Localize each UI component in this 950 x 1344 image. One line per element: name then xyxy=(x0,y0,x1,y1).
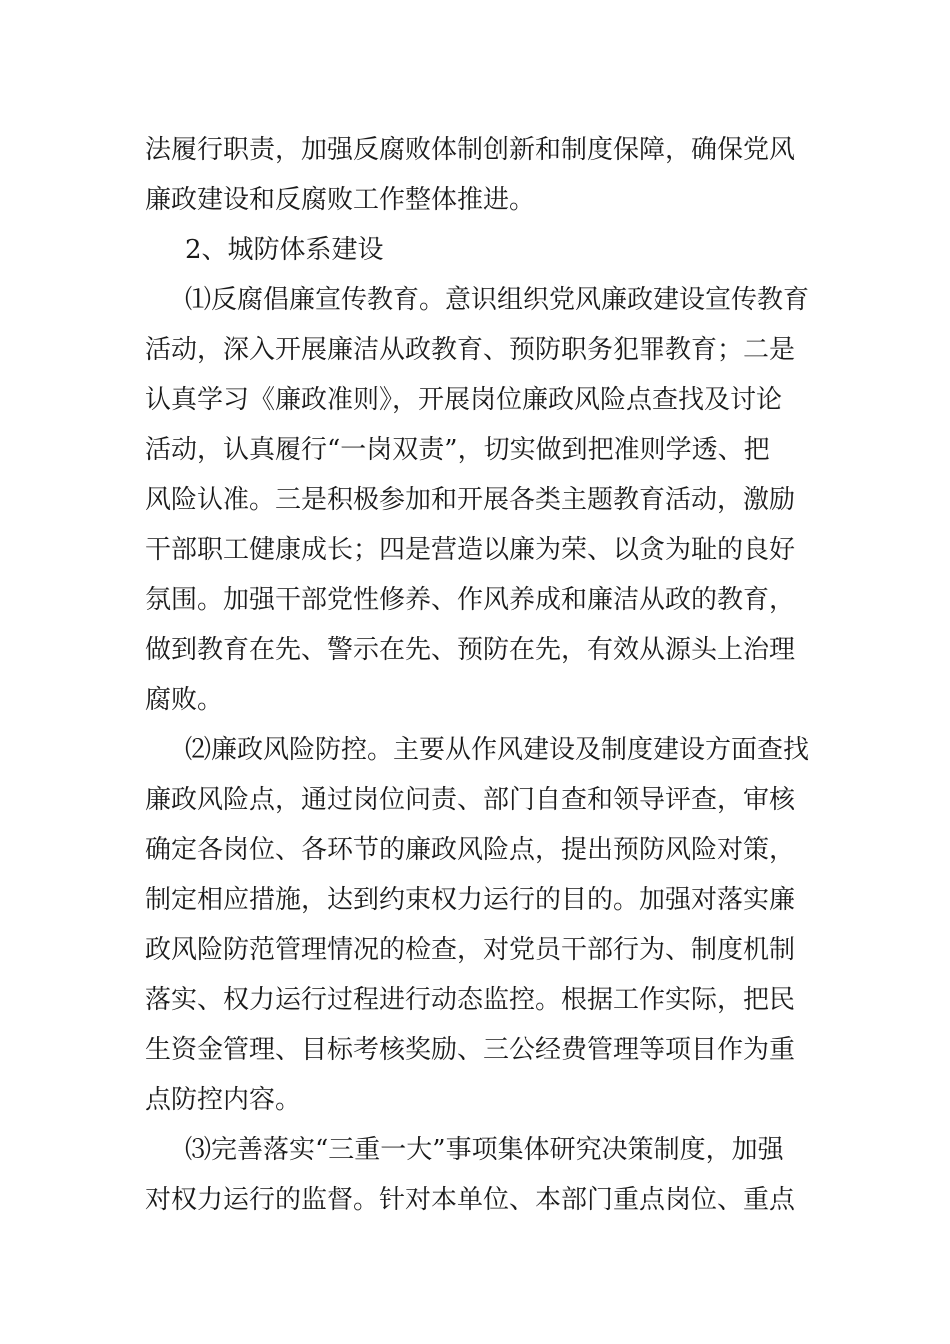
paragraph-line: 做到教育在先、警示在先、预防在先，有效从源头上治理 xyxy=(145,635,796,665)
paragraph-line: 生资金管理、目标考核奖励、三公经费管理等项目作为重 xyxy=(145,1035,796,1065)
paragraph-line: 制定相应措施，达到约束权力运行的目的。加强对落实廉 xyxy=(145,885,796,915)
paragraph-line: 廉政建设和反腐败工作整体推进。 xyxy=(145,185,536,215)
paragraph-line: 落实、权力运行过程进行动态监控。根据工作实际，把民 xyxy=(145,985,796,1015)
paragraph-line: 活动，深入开展廉洁从政教育、预防职务犯罪教育；二是 xyxy=(145,335,796,365)
paragraph-line: 廉政风险点，通过岗位问责、部门自查和领导评查，审核 xyxy=(145,785,796,815)
paragraph-line: 认真学习《廉政准则》，开展岗位廉政风险点查找及讨论 xyxy=(145,385,783,415)
paragraph-line: 氛围。加强干部党性修养、作风养成和廉洁从政的教育， xyxy=(145,585,796,615)
paragraph-line: ⑵廉政风险防控。主要从作风建设及制度建设方面查找 xyxy=(185,735,810,765)
paragraph-line: 干部职工健康成长；四是营造以廉为荣、以贪为耻的良好 xyxy=(145,535,796,565)
paragraph-line: 政风险防范管理情况的检查，对党员干部行为、制度机制 xyxy=(145,935,796,965)
paragraph-line: 点防控内容。 xyxy=(145,1085,302,1115)
section-heading: 2、城防体系建设 xyxy=(185,235,384,265)
paragraph-line: 风险认准。三是积极参加和开展各类主题教育活动，激励 xyxy=(145,485,796,515)
paragraph-line: ⑴反腐倡廉宣传教育。意识组织党风廉政建设宣传教育 xyxy=(185,285,810,315)
paragraph-line: 对权力运行的监督。针对本单位、本部门重点岗位、重点 xyxy=(145,1185,796,1215)
paragraph-line: 法履行职责，加强反腐败体制创新和制度保障，确保党风 xyxy=(145,135,796,165)
paragraph-line: ⑶完善落实“三重一大”事项集体研究决策制度，加强 xyxy=(185,1135,784,1165)
paragraph-line: 确定各岗位、各环节的廉政风险点，提出预防风险对策， xyxy=(145,835,796,865)
paragraph-line: 活动，认真履行“一岗双责”，切实做到把准则学透、把 xyxy=(145,435,770,465)
paragraph-line: 腐败。 xyxy=(145,685,224,715)
